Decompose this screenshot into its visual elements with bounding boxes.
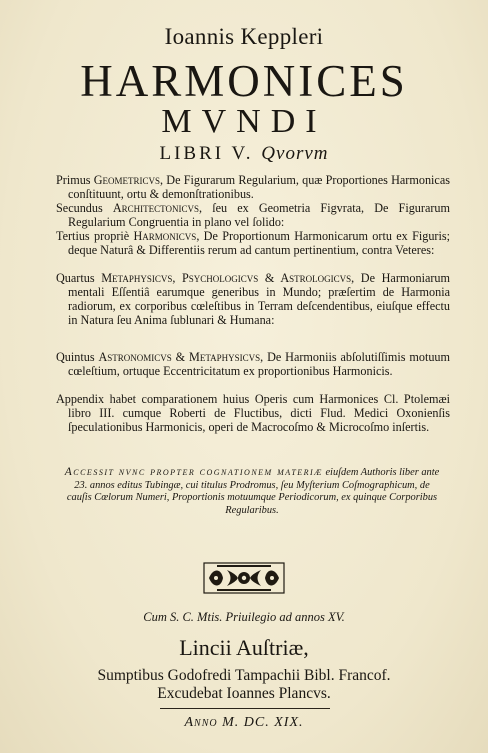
book-name: Astronomicvs & Metaphysicvs	[98, 350, 261, 364]
book-3-description	[56, 229, 450, 257]
appendix-text: Appendix habet comparationem huius Operis cum Harmonices Cl. Ptolemæi libro III. cumque Roberti de Fluctibus, dicti Flud. Medici Oxonienſis ſpeculationibus Harmonicis, operi de Macrocoſmo & Microcoſmo inſertis.	[56, 392, 450, 435]
accessit-caps: Accessit nvnc propter cognationem materiæ	[64, 466, 323, 478]
libri-label: LIBRI V.	[159, 143, 254, 164]
book-lead: Quintus	[56, 350, 99, 364]
book-lead: Tertius propriè	[56, 229, 134, 243]
book-name: Metaphysicvs, Psychologicvs & Astrologicvs	[101, 271, 352, 285]
book-1-description	[56, 173, 450, 201]
accessit-text: eiuſdem Authoris liber ante 23. annos editus Tubingæ, cui titulus Prodromus, ſeu Myſterium Coſmographicum, de cauſis Cœlorum Numeri, Proportionis motuumque Periodicorum, ex quinque Corporibus Regularibus.	[66, 467, 440, 516]
printer-line: Excudebat Ioannes Plancvs.	[157, 685, 331, 702]
libri-line	[0, 143, 488, 165]
main-title-mundi: MVNDI	[161, 103, 327, 140]
quorum-label: Qvorvm	[261, 143, 329, 164]
book-4-description	[56, 271, 450, 327]
place-of-publication: Lincii Auſtriæ,	[179, 635, 309, 660]
appendix-description	[56, 392, 450, 434]
book-text: , De Harmoniarum mentali Eſſentiâ earumque generibus in Mundo; præſertim de Harmonia radiorum, ex corporibus cœleſtibus in Terram deſcendentibus, eiuſque effectu in Natura ſeu Anima ſublunari & Humana:	[68, 271, 450, 328]
book-lead: Secundus	[56, 201, 113, 215]
publication-year: Anno M. DC. XIX.	[184, 715, 304, 730]
book-text: , De Proportionum Harmonicarum ortu ex Figuris; deque Naturâ & Differentiis rerum ad cantum pertinentium, contra Veteres:	[68, 229, 450, 258]
book-text: , De Figurarum Regularium, quæ Proportiones Harmonicas conſtituunt, ortu & demonſtrationibus.	[68, 173, 450, 202]
book-lead: Primus	[56, 173, 94, 187]
accessit-notice	[62, 466, 442, 517]
book-2-description	[56, 201, 450, 229]
book-name: Architectonicvs	[112, 201, 200, 215]
publisher-line: Sumptibus Godofredi Tampachii Bibl. Francof.	[97, 667, 391, 684]
book-5-description	[56, 350, 450, 378]
book-lead: Quartus	[56, 271, 102, 285]
privilege-line: Cum S. C. Mtis. Priuilegio ad annos XV.	[143, 610, 345, 624]
printers-ornament-icon	[203, 562, 285, 594]
main-title-harmonices: HARMONICES	[80, 56, 408, 106]
book-name: Geometricvs	[93, 173, 161, 187]
book-text: , ſeu ex Geometria Figvrata, De Figurarum Regularium Congruentia in plano vel ſolido:	[68, 201, 451, 230]
book-text: , De Harmoniis abſolutiſſimis motuum cœleſtium, ortuque Eccentricitatum ex proportionibus Harmonicis.	[68, 350, 450, 379]
author-line: Ioannis Keppleri	[164, 24, 324, 49]
divider-rule	[160, 708, 330, 709]
book-name: Harmonicvs	[133, 229, 197, 243]
